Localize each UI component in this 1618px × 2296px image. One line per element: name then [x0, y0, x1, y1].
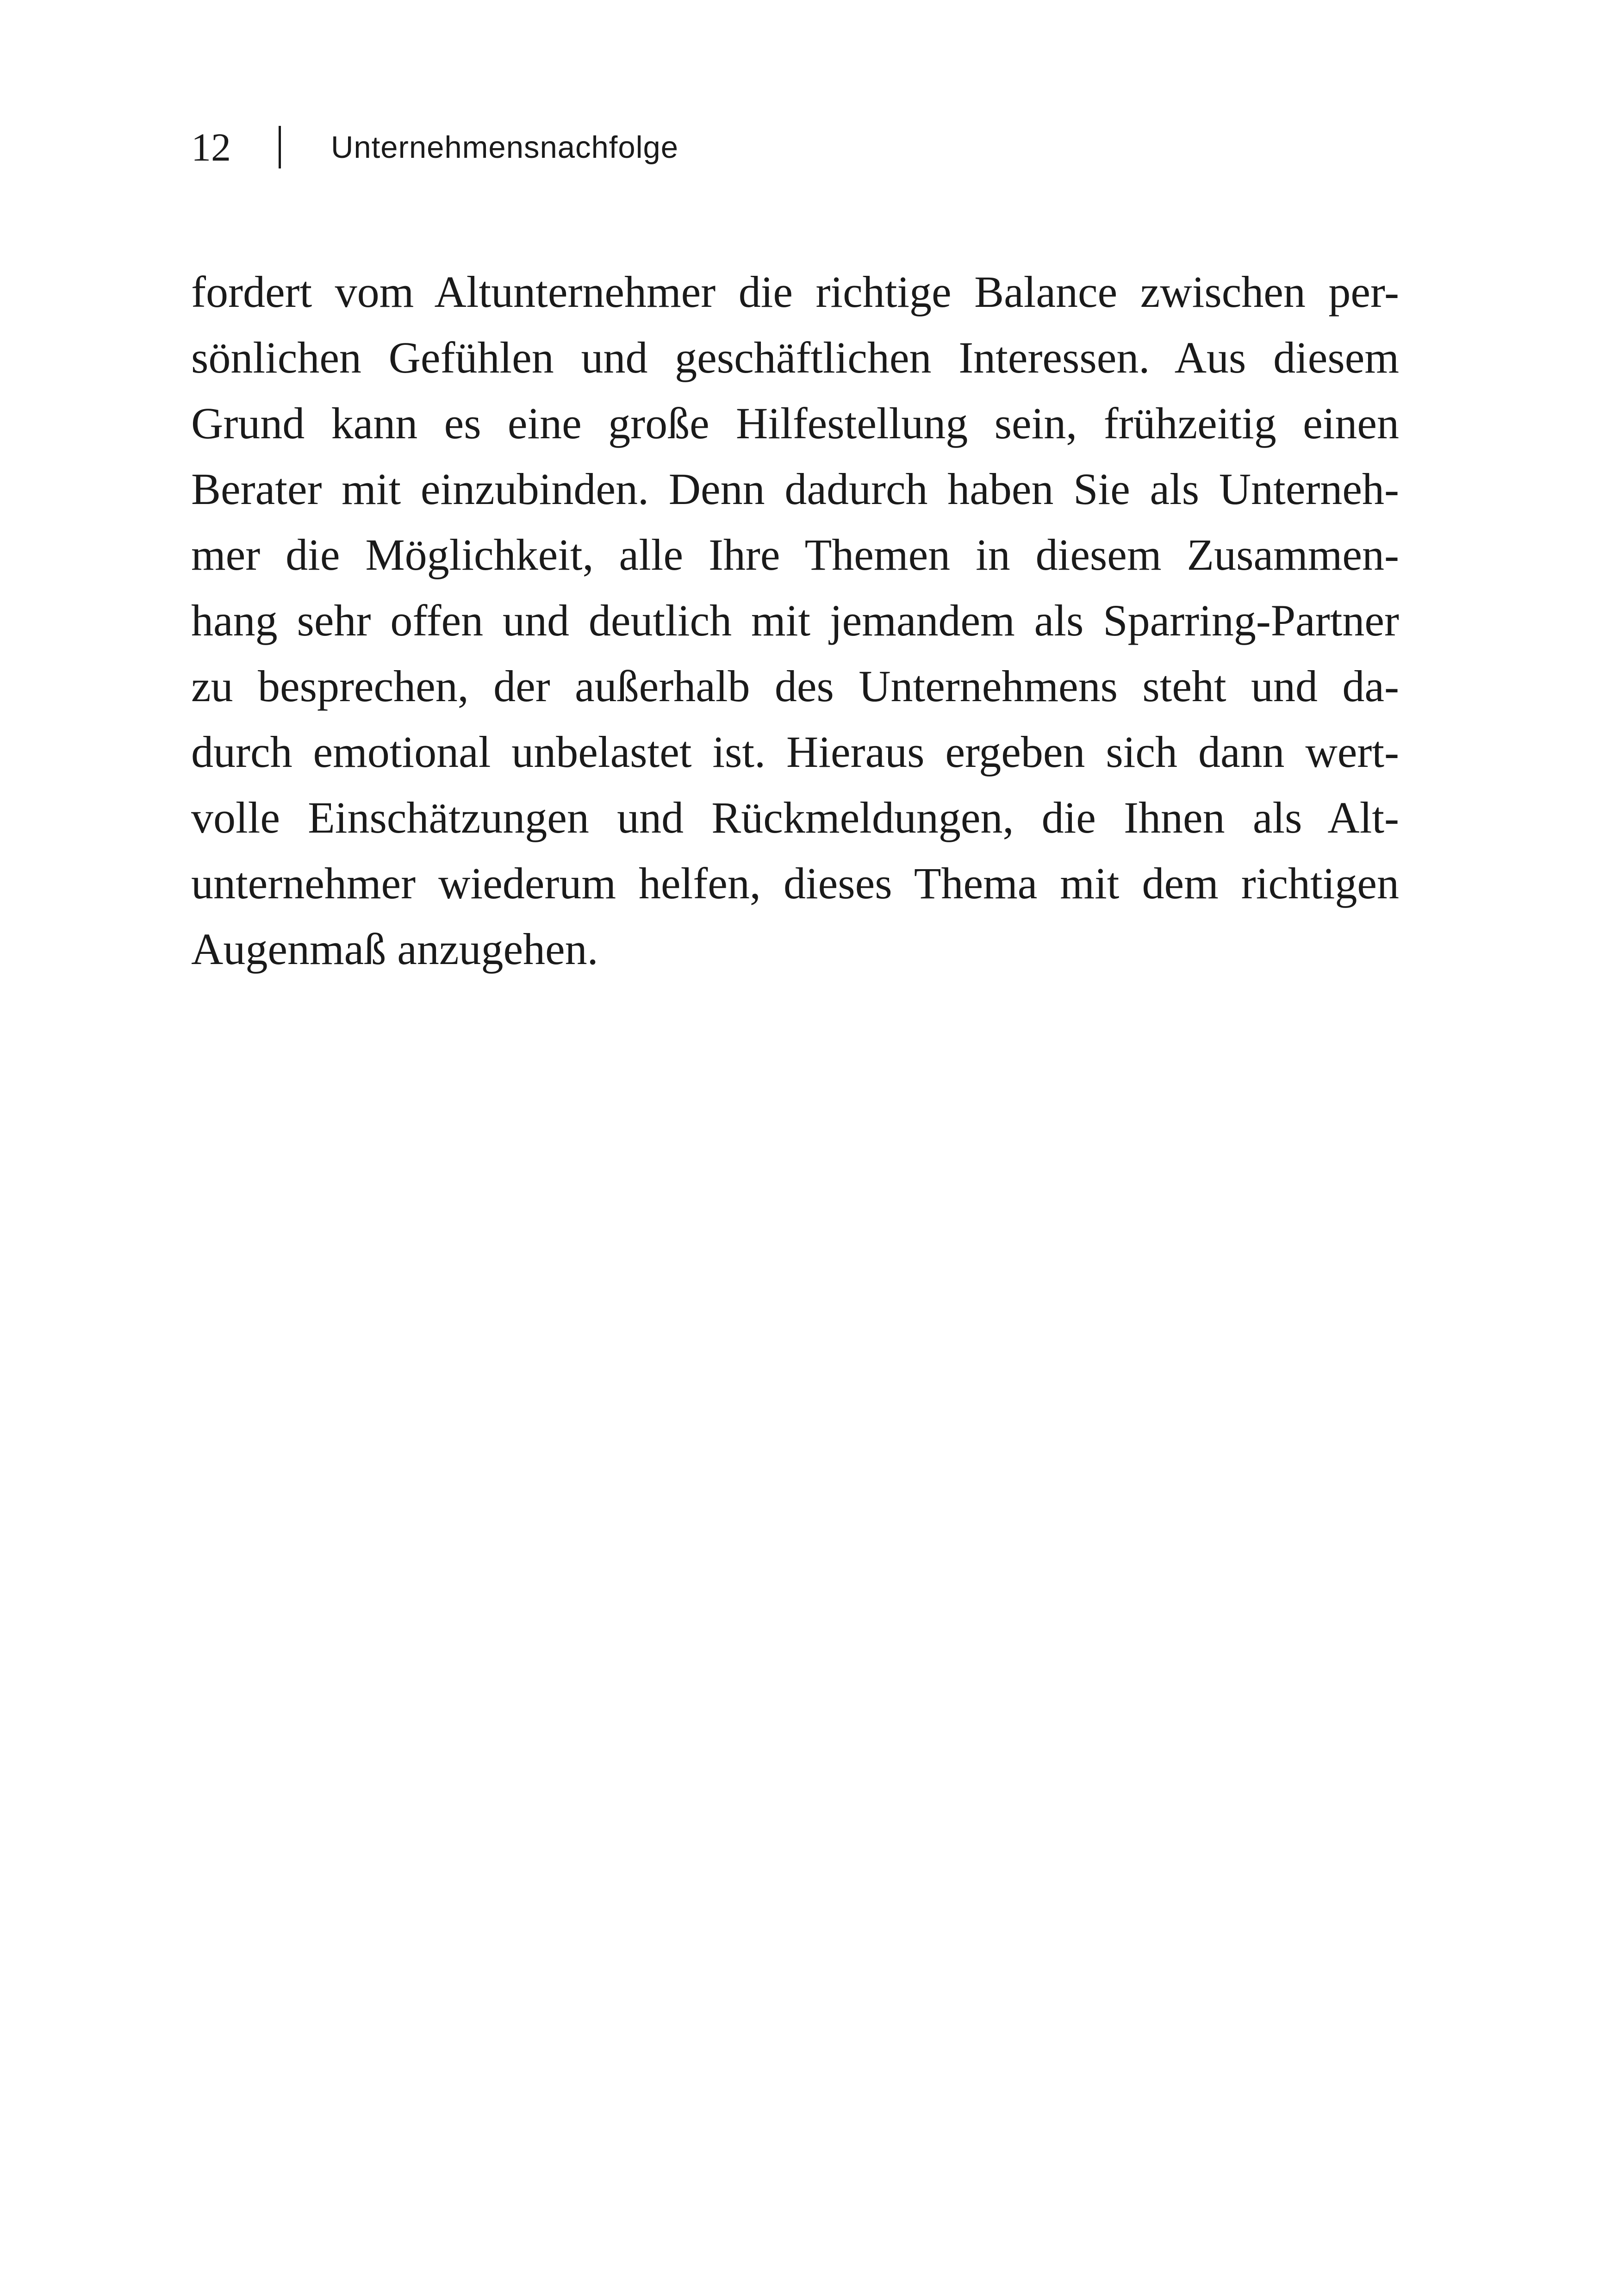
- paragraph-line: Berater mit einzubinden. Denn dadurch haben Sie als Unterneh-: [191, 464, 1399, 514]
- paragraph-line: zu besprechen, der außerhalb des Unternehmens steht und da-: [191, 661, 1399, 711]
- paragraph-line: fordert vom Altunternehmer die richtige Balance zwischen per-: [191, 267, 1399, 317]
- header-divider: [279, 126, 281, 168]
- chapter-title: Unternehmensnachfolge: [331, 130, 679, 165]
- paragraph-line: mer die Möglichkeit, alle Ihre Themen in diesem Zusammen-: [191, 530, 1399, 579]
- paragraph-line: durch emotional unbelastet ist. Hieraus ergeben sich dann wert-: [191, 727, 1399, 777]
- running-header: [191, 119, 678, 175]
- paragraph-line: Grund kann es eine große Hilfestellung sein, frühzeitig einen: [191, 398, 1399, 448]
- paragraph-line: volle Einschätzungen und Rückmeldungen, die Ihnen als Alt-: [191, 793, 1399, 842]
- page-number: 12: [191, 125, 231, 169]
- paragraph-line: unternehmer wiederum helfen, dieses Thema mit dem richtigen: [191, 859, 1399, 908]
- paragraph-line: hang sehr offen und deutlich mit jemandem als Sparring-Partner: [191, 596, 1399, 645]
- body-paragraph: [191, 259, 1399, 982]
- paragraph-last-line: Augenmaß anzugehen.: [191, 924, 598, 974]
- paragraph-line: sönlichen Gefühlen und geschäftlichen Interessen. Aus diesem: [191, 333, 1399, 382]
